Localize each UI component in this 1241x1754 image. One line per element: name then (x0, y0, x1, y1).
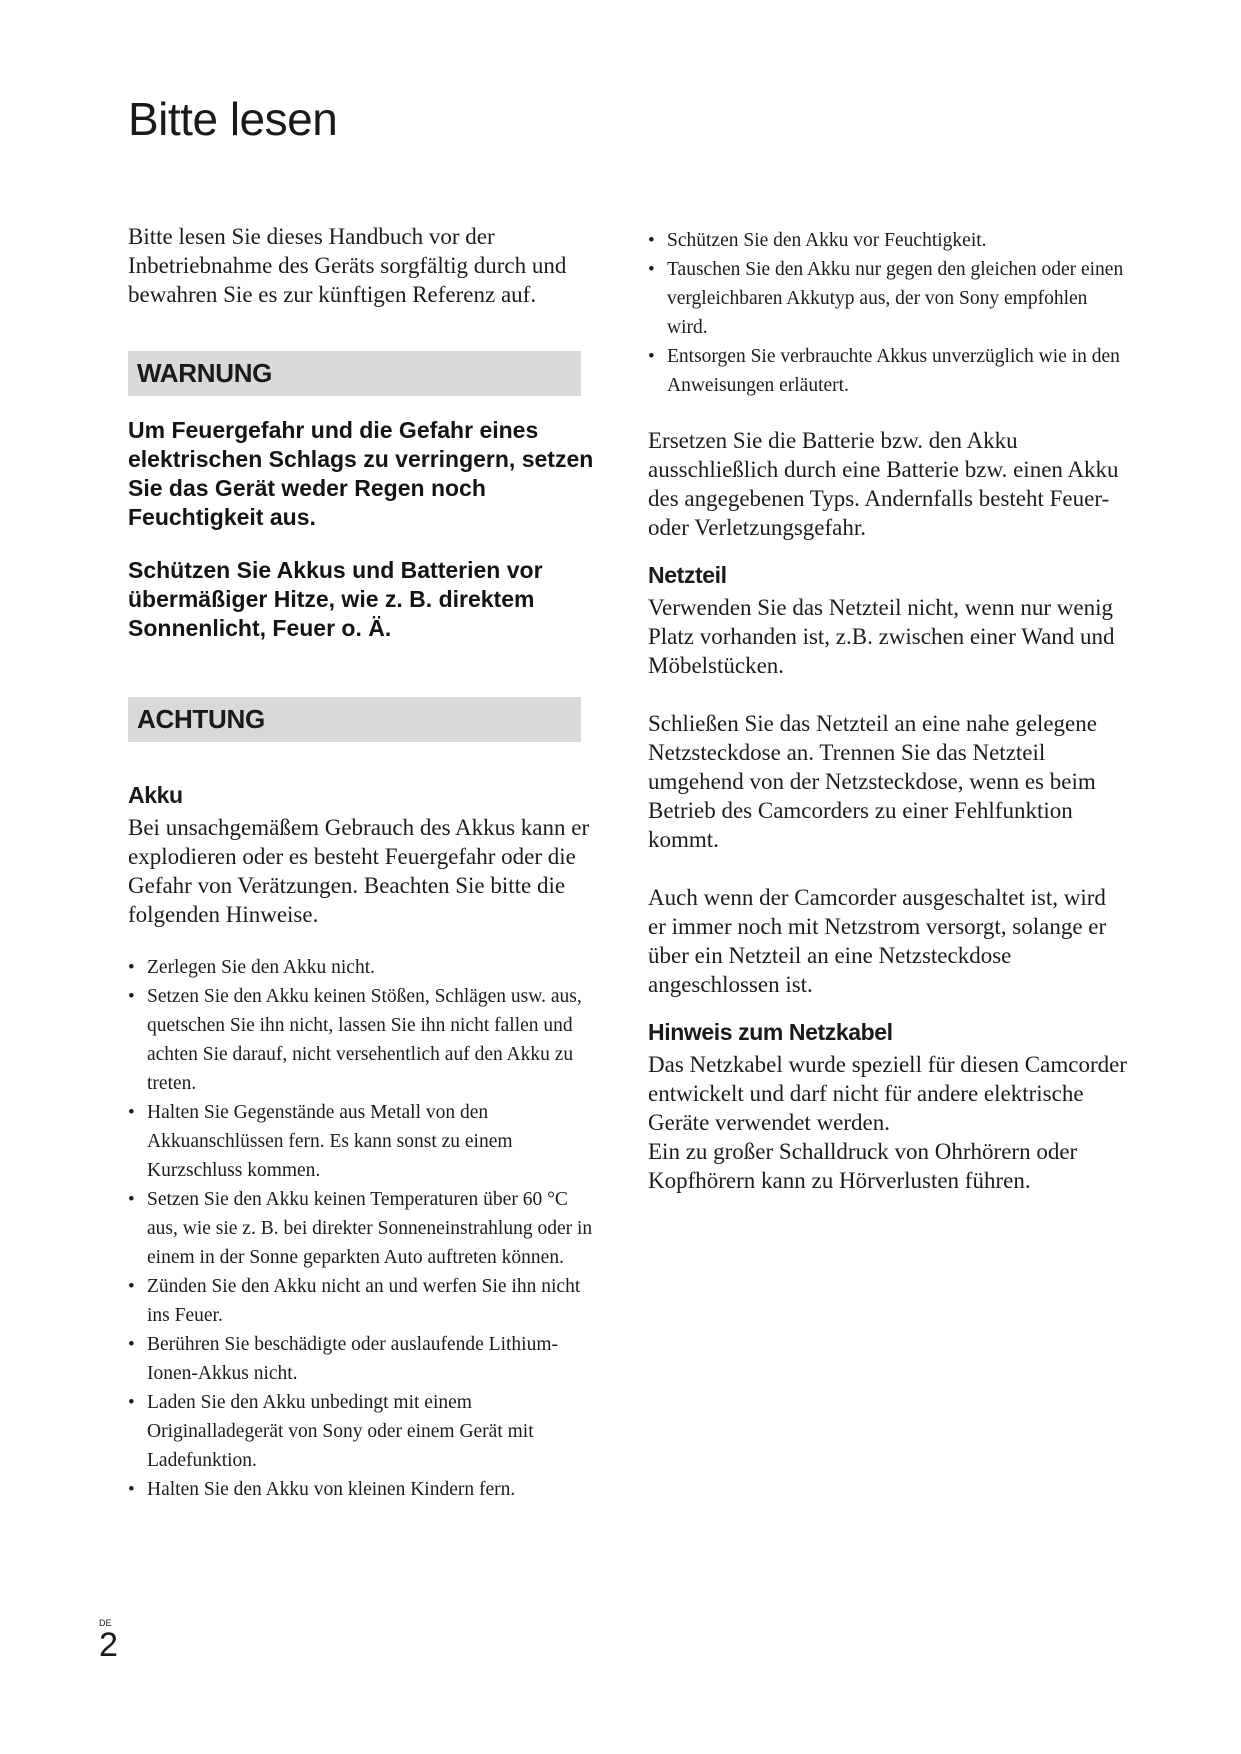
list-item: • Halten Sie den Akku von kleinen Kindern fern. (128, 1475, 598, 1504)
list-item: • Zünden Sie den Akku nicht an und werfen Sie ihn nicht ins Feuer. (128, 1272, 598, 1330)
list-item: • Halten Sie Gegenstände aus Metall von den Akkuanschlüssen fern. Es kann sonst zu einem Kurzschluss kommen. (128, 1098, 598, 1185)
left-column (128, 222, 598, 1504)
akku-bullet-list-continued (648, 226, 1128, 400)
list-item: • Schützen Sie den Akku vor Feuchtigkeit. (648, 226, 1128, 255)
intro-paragraph: Bitte lesen Sie dieses Handbuch vor der Inbetriebnahme des Geräts sorgfältig durch und bewahren Sie es zur künftigen Referenz auf. (128, 224, 567, 307)
page-number (99, 1618, 118, 1662)
page-number-value: 2 (99, 1626, 118, 1664)
list-item: • Laden Sie den Akku unbedingt mit einem Originalladegerät von Sony oder einem Gerät mit Ladefunktion. (128, 1388, 598, 1475)
list-item: • Setzen Sie den Akku keinen Stößen, Schlägen usw. aus, quetschen Sie ihn nicht, lassen Sie ihn nicht fallen und achten Sie darauf, nicht versehentlich auf den Akku zu treten. (128, 982, 598, 1098)
netzkabel-paragraph-1: Das Netzkabel wurde speziell für diesen Camcorder entwickelt und darf nicht für andere elektrische Geräte verwendet werden. (648, 1052, 1127, 1135)
netzteil-paragraph-2: Schließen Sie das Netzteil an eine nahe gelegene Netzsteckdose an. Trennen Sie das Netzteil umgehend von der Netzsteckdose, wenn es beim Betrieb des Camcorders zu einer Fehlfunktion kommt. (648, 711, 1097, 852)
akku-intro-paragraph: Bei unsachgemäßem Gebrauch des Akkus kann er explodieren oder es besteht Feuergefahr oder die Gefahr von Verätzungen. Beachten Sie bitte die folgenden Hinweise. (128, 815, 590, 927)
netzkabel-heading: Hinweis zum Netzkabel (648, 1019, 893, 1045)
netzkabel-paragraph-2: Ein zu großer Schalldruck von Ohrhörern oder Kopfhörern kann zu Hörverlusten führen. (648, 1139, 1078, 1193)
list-item: • Tauschen Sie den Akku nur gegen den gleichen oder einen vergleichbaren Akkutyp aus, der von Sony empfohlen wird. (648, 255, 1128, 342)
list-item: • Berühren Sie beschädigte oder auslaufende Lithium-Ionen-Akkus nicht. (128, 1330, 598, 1388)
akku-bullet-list (128, 953, 598, 1504)
akku-heading: Akku (128, 782, 183, 808)
warning-paragraph-2: Schützen Sie Akkus und Batterien vor übermäßiger Hitze, wie z. B. direktem Sonnenlicht, Feuer o. Ä. (128, 557, 543, 641)
list-item: • Setzen Sie den Akku keinen Temperaturen über 60 °C aus, wie sie z. B. bei direkter Sonneneinstrahlung oder in einem in der Sonne geparkten Auto auftreten können. (128, 1185, 598, 1272)
netzteil-paragraph-3: Auch wenn der Camcorder ausgeschaltet ist, wird er immer noch mit Netzstrom versorgt, solange er über ein Netzteil an eine Netzsteckdose angeschlossen ist. (648, 885, 1107, 997)
warning-heading: WARNUNG (128, 351, 581, 396)
list-item: • Zerlegen Sie den Akku nicht. (128, 953, 598, 982)
netzteil-heading: Netzteil (648, 562, 727, 588)
netzteil-paragraph-1: Verwenden Sie das Netzteil nicht, wenn nur wenig Platz vorhanden ist, z.B. zwischen einer Wand und Möbelstücken. (648, 595, 1115, 678)
right-column (648, 226, 1128, 1195)
list-item: • Entsorgen Sie verbrauchte Akkus unverzüglich wie in den Anweisungen erläutert. (648, 342, 1128, 400)
caution-heading: ACHTUNG (128, 697, 581, 742)
page-language-code: DE (99, 1618, 112, 1628)
battery-replacement-paragraph: Ersetzen Sie die Batterie bzw. den Akku ausschließlich durch eine Batterie bzw. einen Akku des angegebenen Typs. Andernfalls besteht Feuer- oder Verletzungsgefahr. (648, 428, 1119, 540)
page-title: Bitte lesen (128, 93, 338, 145)
warning-paragraph-1: Um Feuergefahr und die Gefahr eines elektrischen Schlags zu verringern, setzen Sie das Gerät weder Regen noch Feuchtigkeit aus. (128, 417, 594, 530)
